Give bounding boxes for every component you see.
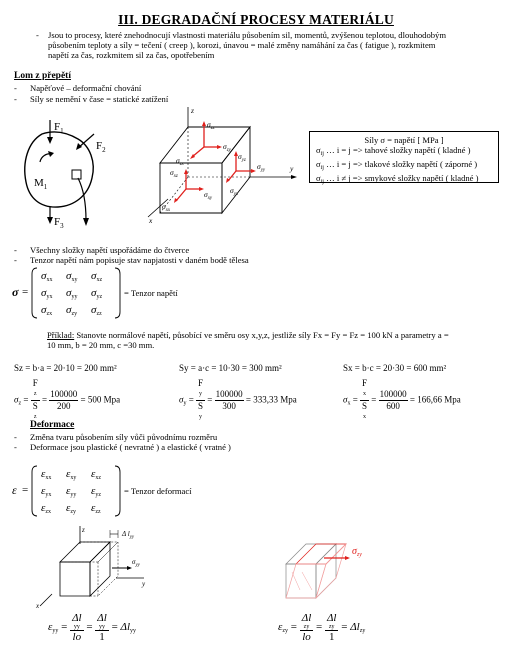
- tensor-cell: $\varepsilon_{yx}$: [41, 485, 52, 498]
- arrowhead: [83, 218, 89, 226]
- box-title: Síly σ = napětí [ MPa ]: [364, 135, 444, 145]
- bullet-text: Síly se nemění v čase = statické zatížení: [30, 94, 169, 104]
- tensor-cell: $\varepsilon_{zx}$: [41, 502, 52, 515]
- tensor-cell: $\varepsilon_{xx}$: [41, 468, 52, 481]
- syx-label: $\sigma_{yx}$: [230, 186, 239, 197]
- page-title: III. DEGRADAČNÍ PROCESY MATERIÁLU: [118, 12, 394, 27]
- z-label: z: [82, 526, 85, 534]
- x-axis: [40, 594, 52, 606]
- syy-label: $\sigma_{yy}$: [132, 558, 140, 568]
- intro-line-3: napětí za čas, rozkmitem sil za čas, opotřebením: [48, 50, 215, 60]
- z-label: z: [191, 106, 194, 115]
- bullet-dash: -: [14, 83, 17, 93]
- stress-y: $\sigma_y$ = F y S y = $\frac{100000}{300}$ = 333,33 Mpa: [179, 378, 297, 420]
- tensor-cell: $\sigma_{zx}$: [41, 304, 53, 317]
- element-square: [72, 170, 81, 179]
- box-row: $\sigma_{ij}$ … i ≠ j => smykové složky napětí ( kladné ): [316, 173, 479, 185]
- f3-label: $F_3$: [54, 216, 64, 230]
- arrowhead: [345, 556, 350, 560]
- arrowhead: [127, 566, 132, 570]
- box-row: $\sigma_{ij}$ … i = j => tlakové složky napětí ( záporné ): [316, 159, 478, 171]
- tensor-cell: $\sigma_{xy}$: [66, 270, 78, 283]
- sheared-front: [286, 564, 326, 598]
- bullet-text: Změna tvaru působením síly vůči původnímu rozměru: [30, 432, 218, 442]
- arrowhead: [47, 137, 53, 144]
- tensor-cell: $\varepsilon_{xy}$: [66, 468, 77, 481]
- cube-top: [60, 542, 110, 562]
- cube-front: [286, 564, 316, 598]
- strain-formula-yy: $\varepsilon_{yy}$ = Δl yy lo = Δl yy 1 = $\Delta l_{yy}$: [48, 612, 137, 643]
- y-label: y: [142, 580, 146, 588]
- section-heading-deformace: Deformace: [30, 420, 75, 430]
- tensor-cell: $\varepsilon_{yz}$: [91, 485, 102, 498]
- sxx-label: $\sigma_{xx}$: [162, 202, 171, 213]
- intro-line-1: Jsou to procesy, které znehodnocují vlastnosti materiálu působením sil, momentů, zvýšenou teplotou, dlouhodobým: [48, 30, 447, 40]
- hatch: [292, 572, 300, 590]
- cube-front: [60, 562, 90, 596]
- stress-z: $\sigma_z$ = F z S z = $\frac{100000}{200}$ = 500 Mpa: [14, 378, 121, 420]
- area-x: Sx = b·c = 20·30 = 600 mm²: [343, 363, 447, 373]
- calc-x: [343, 363, 508, 420]
- bullet-text: Tenzor napětí nám popisuje stav napjatosti v daném bodě tělesa: [30, 255, 249, 265]
- arrowhead: [76, 143, 82, 150]
- m1-label: $M_1$: [34, 177, 48, 191]
- tensor-cell: $\sigma_{xx}$: [41, 270, 53, 283]
- tensor-cell: $\varepsilon_{xz}$: [91, 468, 102, 481]
- stress-definition-box: [309, 131, 499, 183]
- strain-formula-zy: $\varepsilon_{zy}$ = Δl zy lo = Δl zy 1 = $\Delta l_{zy}$: [278, 612, 366, 643]
- intro-bullet: -: [36, 30, 39, 40]
- sxy-label: $\sigma_{xy}$: [204, 190, 213, 201]
- box-row: $\sigma_{ij}$ … i = j => tahové složky napětí ( kladné ): [316, 145, 471, 157]
- f1-label: $F_1$: [54, 121, 64, 135]
- szy-label: $\sigma_{zy}$: [223, 142, 231, 153]
- normal-strain-cube: [34, 522, 164, 610]
- tensor-cell: $\sigma_{zy}$: [66, 304, 78, 317]
- szx-label: $\sigma_{zx}$: [176, 156, 184, 167]
- tensor-cell: $\sigma_{xz}$: [91, 270, 103, 283]
- tensor-cell: $\sigma_{zz}$: [91, 304, 102, 317]
- strain-tensor: [10, 464, 210, 518]
- tensor-cell: $\sigma_{yz}$: [91, 287, 103, 300]
- shear-strain-cube: [272, 528, 392, 608]
- bullet-text: Deformace jsou plastické ( nevratné ) a elastické ( vratné ): [30, 442, 231, 452]
- loaded-body-diagram: [14, 112, 124, 240]
- szz-label: $\sigma_{zz}$: [207, 120, 215, 131]
- stress-cube-diagram: [140, 105, 305, 223]
- x-label: x: [149, 216, 153, 223]
- equals-sign: =: [22, 286, 29, 298]
- bullet-dash: -: [14, 255, 17, 265]
- bullet-text: Všechny složky napětí uspořádáme do čtverce: [30, 245, 190, 255]
- stress-x: $\sigma_x$ = F x S x = $\frac{100000}{600}$ = 166,66 Mpa: [343, 378, 461, 420]
- intro-line-2: působením teploty a síly = tečení ( creep ), korozi, únavou = malé změny namáhání za čas ( fatigue ), rozkmitem: [48, 40, 436, 50]
- syz-label: $\sigma_{yz}$: [238, 152, 246, 163]
- sheared-top: [296, 544, 346, 564]
- sxz-label: $\sigma_{xz}$: [170, 168, 178, 179]
- tensor-cell: $\sigma_{yx}$: [41, 287, 53, 300]
- area-y: Sy = a·c = 10·30 = 300 mm²: [179, 363, 282, 373]
- tensor-label: = Tenzor napětí: [124, 288, 178, 298]
- cube-side: [316, 544, 336, 598]
- area-z: Sz = b·a = 20·10 = 200 mm²: [14, 363, 117, 373]
- bullet-dash: -: [14, 94, 17, 104]
- section-heading-lom: Lom z přepětí: [14, 71, 71, 81]
- x-label: x: [36, 602, 40, 610]
- tensor-cell: $\varepsilon_{yy}$: [66, 485, 77, 498]
- szy-label: $\sigma_{zy}$: [352, 546, 362, 558]
- stress-tensor: [10, 266, 210, 320]
- bullet-dash: -: [14, 245, 17, 255]
- dl-label: Δ $l_{yy}$: [122, 530, 135, 540]
- sheared-side: [316, 544, 346, 598]
- tensor-cell: $\varepsilon_{zz}$: [91, 502, 101, 515]
- tensor-label: = Tenzor deformací: [124, 486, 192, 496]
- f2-label: $F_2$: [96, 140, 106, 154]
- y-label: y: [290, 164, 294, 173]
- example-line-1: Příklad: Stanovte normálové napětí, působící ve směru osy x,y,z, jestliže síly Fx = Fy = Fz = 100 kN a parametry a =: [47, 330, 449, 340]
- arrowhead: [291, 175, 297, 179]
- tensor-cell: $\sigma_{yy}$: [66, 287, 78, 300]
- tensor-cell: $\varepsilon_{zy}$: [66, 502, 77, 515]
- tensor-symbol: σ: [12, 285, 19, 299]
- bullet-text: Napěťové – deformační chování: [30, 83, 142, 93]
- cube-side: [90, 542, 110, 596]
- bullet-dash: -: [14, 442, 17, 452]
- calc-y: [179, 363, 339, 420]
- deformed-top: [60, 542, 118, 562]
- equals-sign: =: [22, 484, 29, 496]
- syy-label: $\sigma_{yy}$: [257, 162, 266, 173]
- cube-top: [286, 544, 336, 564]
- tensor-symbol: ε: [12, 483, 17, 497]
- arrowhead: [47, 217, 53, 224]
- hatch: [302, 572, 312, 590]
- calc-z: [14, 363, 174, 420]
- bullet-dash: -: [14, 432, 17, 442]
- example-line-2: 10 mm, b = 20 mm, c =30 mm.: [47, 340, 155, 350]
- deformed-side: [98, 542, 118, 596]
